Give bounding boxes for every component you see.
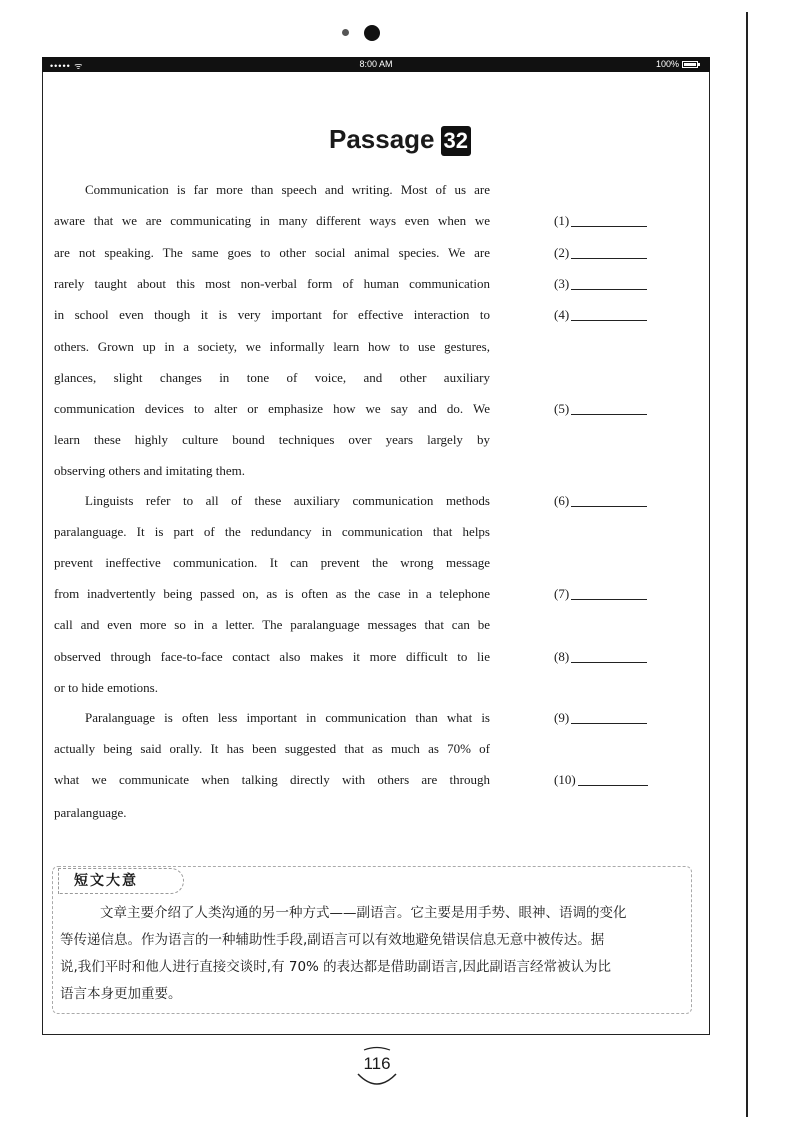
passage-number-badge: 32 [441,126,471,156]
blank-number: (10) [554,772,576,787]
blank-number: (7) [554,586,570,601]
summary-line: 说,我们平时和他人进行直接交谈时,有 70% 的表达都是借助副语言,因此副语言经常被认为比 [60,959,611,975]
text-line: paralanguage. [54,805,127,820]
text-line: glances, slight changes in tone of voice, and other auxiliary [54,370,490,385]
blank-number: (4) [554,307,570,322]
page-number: 116 [363,1054,391,1073]
answer-blank[interactable] [554,491,647,511]
text-line: are not speaking. The same goes to other social animal species. We are [54,245,490,260]
text-line: learn these highly culture bound techniques over years largely by [54,432,490,447]
status-time: 8:00 AM [359,59,393,69]
summary-line: 等传递信息。作为语言的一种辅助性手段,副语言可以有效地避免错误信息无意中被传达。据 [60,932,605,948]
blank-number: (8) [554,649,570,664]
answer-blank[interactable] [554,243,647,263]
page-number-badge [352,1044,402,1090]
text-line: Paralanguage is often less important in communication than what is [85,710,490,725]
text-line: Communication is far more than speech and writing. Most of us are [85,182,490,197]
status-battery [656,59,698,69]
text-line: others. Grown up in a society, we informally learn how to use gestures, [54,339,490,354]
status-bar [42,57,710,72]
summary-heading: 短文大意 [74,873,138,889]
camera-dot [364,25,380,41]
text-line: communication devices to alter or emphasize how we say and do. We [54,401,490,416]
passage-label: Passage [328,124,435,154]
answer-blank[interactable] [554,647,647,667]
blank-number: (6) [554,493,570,508]
text-line: observing others and imitating them. [54,463,245,478]
text-line: paralanguage. It is part of the redundancy in communication that helps [54,524,490,539]
blank-number: (2) [554,245,570,260]
answer-blank[interactable] [554,708,647,728]
answer-blank[interactable] [554,274,647,294]
battery-icon [682,61,698,68]
text-line: what we communicate when talking directly with others are through [54,772,490,787]
page-title [0,124,800,156]
text-line: observed through face-to-face contact also makes it more difficult to lie [54,649,490,664]
text-line: in school even though it is very important for effective interaction to [54,307,490,322]
answer-blank[interactable] [554,584,647,604]
text-line: rarely taught about this most non-verbal form of human communication [54,276,490,291]
summary-line: 语言本身更加重要。 [60,986,182,1002]
camera-dot-small [342,29,349,36]
answer-blank[interactable] [554,211,647,231]
text-line: or to hide emotions. [54,680,158,695]
text-line: Linguists refer to all of these auxiliary communication methods [85,493,490,508]
answer-blank[interactable] [554,399,647,419]
battery-percent: 100% [655,59,679,69]
text-line: call and even more so in a letter. The paralanguage messages that can be [54,617,490,632]
answer-blank[interactable] [554,305,647,325]
page-edge-line [746,12,748,1117]
signal-wifi-icon: ••••• ᯤ [50,61,84,71]
text-line: actually being said orally. It has been suggested that as much as 70% of [54,741,490,756]
text-line: aware that we are communicating in many different ways even when we [54,213,490,228]
text-line: from inadvertently being passed on, as is often as the case in a telephone [54,586,490,601]
blank-number: (1) [554,213,570,228]
summary-line: 文章主要介绍了人类沟通的另一种方式——副语言。它主要是用手势、眼神、语调的变化 [100,905,627,921]
answer-blank[interactable] [554,770,648,790]
blank-number: (3) [554,276,570,291]
blank-number: (5) [554,401,570,416]
text-line: prevent ineffective communication. It can prevent the wrong message [54,555,490,570]
blank-number: (9) [554,710,570,725]
